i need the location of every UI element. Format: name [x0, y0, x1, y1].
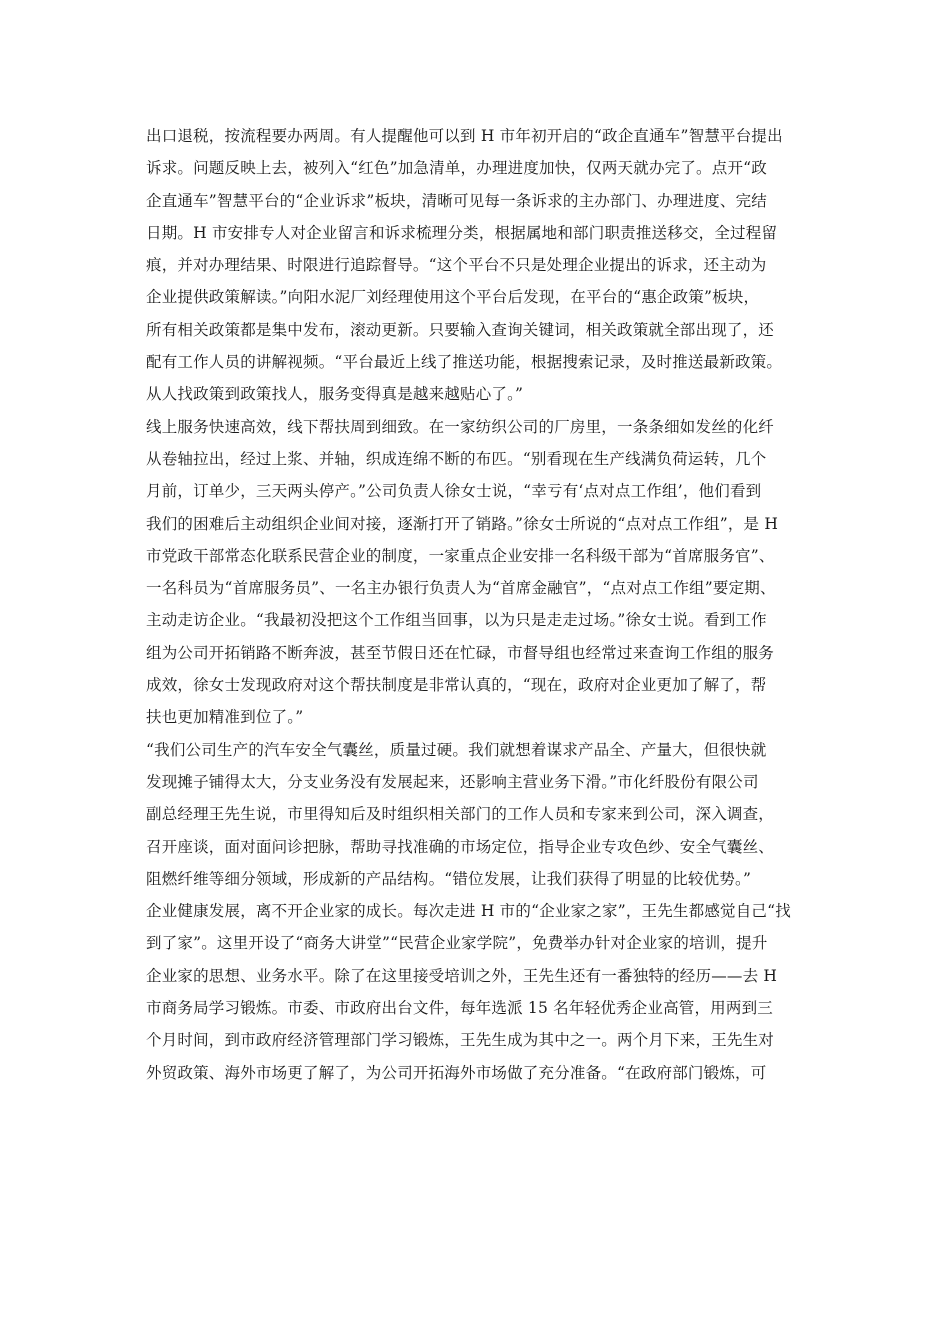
text-line: 一名科员为“首席服务员”、一名主办银行负责人为“首席金融官”，“点对点工作组”要定期、 — [146, 579, 776, 598]
text-line: 主动走访企业。“我最初没把这个工作组当回事，以为只是走走过场。”徐女士说。看到工作 — [146, 611, 767, 630]
text-line: 出口退税，按流程要办两周。有人提醒他可以到 H 市年初开启的“政企直通车”智慧平台提出 — [146, 127, 783, 145]
text-line: 从人找政策到政策找人，服务变得真是越来越贴心了。” — [146, 385, 524, 404]
text-line: 外贸政策、海外市场更了解了，为公司开拓海外市场做了充分准备。“在政府部门锻炼，可 — [146, 1063, 767, 1082]
text-line: 召开座谈，面对面问诊把脉，帮助寻找准确的市场定位，指导企业专攻色纱、安全气囊丝、 — [146, 837, 775, 856]
text-line: 副总经理王先生说，市里得知后及时组织相关部门的工作人员和专家来到公司，深入调查， — [146, 805, 775, 824]
text-line: 企业家的思想、业务水平。除了在这里接受培训之外，王先生还有一番独特的经历——去 H — [146, 966, 778, 985]
text-line: 所有相关政策都是集中发布，滚动更新。只要输入查询关键词，相关政策就全部出现了，还 — [146, 320, 775, 339]
text-line: 发现摊子铺得太大，分支业务没有发展起来，还影响主营业务下滑。”市化纤股份有限公司 — [146, 772, 759, 791]
text-line: 痕，并对办理结果、时限进行追踪督导。“这个平台不只是处理企业提出的诉求，还主动为 — [146, 256, 767, 275]
text-line: 扶也更加精准到位了。” — [146, 708, 304, 727]
text-line: 个月时间，到市政府经济管理部门学习锻炼，王先生成为其中之一。两个月下来，王先生对 — [146, 1031, 775, 1050]
text-line: 日期。H 市安排专人对企业留言和诉求梳理分类，根据属地和部门职责推送移交，全过程留 — [146, 223, 778, 242]
text-line: 组为公司开拓销路不断奔波，甚至节假日还在忙碌，市督导组也经常过来查询工作组的服务 — [146, 643, 775, 662]
text-line: 到了家”。这里开设了“商务大讲堂”“民营企业家学院”，免费举办针对企业家的培训，提升 — [146, 934, 768, 953]
text-line: 配有工作人员的讲解视频。“平台最近上线了推送功能，根据搜索记录，及时推送最新政策。 — [146, 353, 783, 372]
text-line: “我们公司生产的汽车安全气囊丝，质量过硬。我们就想着谋求产品全、产量大，但很快就 — [146, 740, 767, 759]
text-line: 企直通车”智慧平台的“企业诉求”板块，清晰可见每一条诉求的主办部门、办理进度、完结 — [146, 191, 767, 210]
text-line: 阻燃纤维等细分领域，形成新的产品结构。“错位发展，让我们获得了明显的比较优势。” — [146, 869, 752, 888]
text-line: 我们的困难后主动组织企业间对接，逐渐打开了销路。”徐女士所说的“点对点工作组”，是 H — [146, 514, 779, 533]
text-line: 企业健康发展，离不开企业家的成长。每次走进 H 市的“企业家之家”，王先生都感觉自己“找 — [146, 902, 791, 921]
text-line: 成效，徐女士发现政府对这个帮扶制度是非常认真的，“现在，政府对企业更加了解了，帮 — [146, 676, 767, 695]
text-line: 月前，订单少，三天两头停产。”公司负责人徐女士说，“幸亏有‘点对点工作组’，他们看到 — [146, 482, 762, 501]
text-line: 线上服务快速高效，线下帮扶周到细致。在一家纺织公司的厂房里，一条条细如发丝的化纤 — [146, 417, 775, 436]
text-line: 市党政干部常态化联系民营企业的制度，一家重点企业安排一名科级干部为“首席服务官”、 — [146, 546, 775, 565]
body-text — [146, 120, 866, 1089]
text-line: 诉求。问题反映上去，被列入“红色”加急清单，办理进度加快，仅两天就办完了。点开“政 — [146, 159, 767, 178]
text-line: 市商务局学习锻炼。市委、市政府出台文件，每年选派 15 名年轻优秀企业高管，用两到三 — [146, 999, 773, 1018]
text-line: 从卷轴拉出，经过上浆、并轴，织成连绵不断的布匹。“别看现在生产线满负荷运转，几个 — [146, 449, 767, 468]
text-line: 企业提供政策解读。”向阳水泥厂刘经理使用这个平台后发现，在平台的“惠企政策”板块， — [146, 288, 760, 307]
